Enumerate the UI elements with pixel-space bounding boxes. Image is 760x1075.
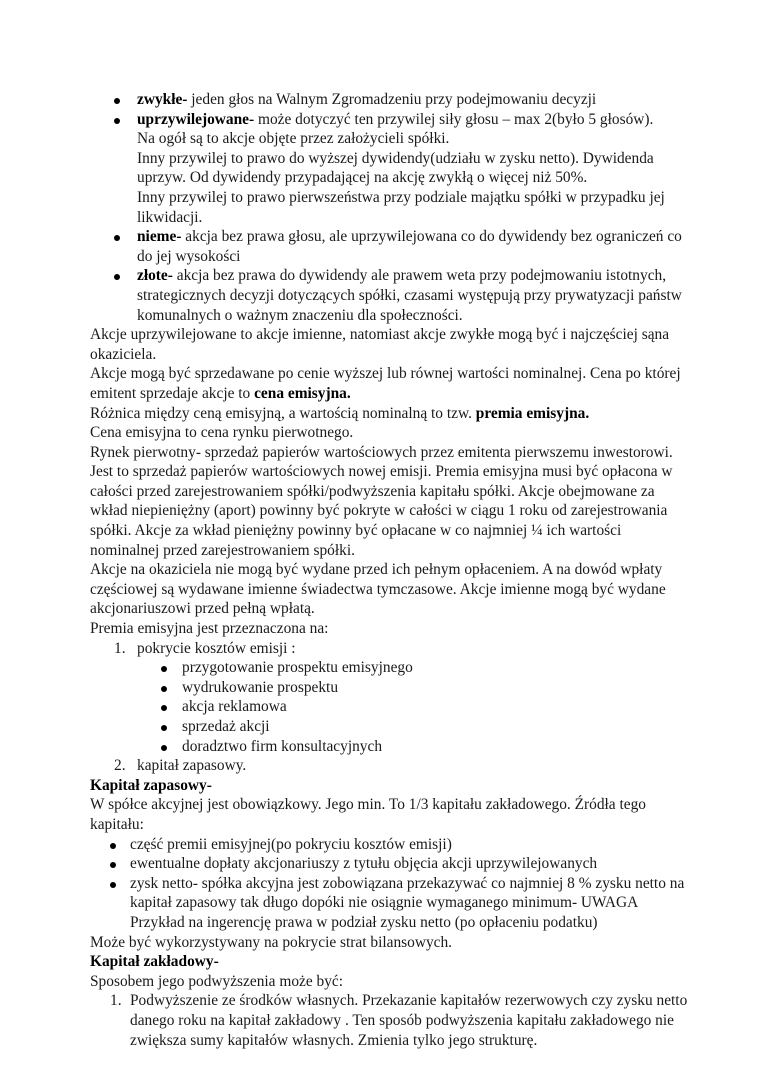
list-item: 2. kapitał zapasowy. [114,757,247,775]
list-item: 1. Podwyższenie ze środków własnych. Przekazanie kapitałów rezerwowych czy zysku netto danego roku na kapitał zakładowy . Ten sposób podwyższenia kapitału zakładowego nie zwiększa sumy kapitałów własnych. Zmienia tylko jego strukturę. [110,992,688,1049]
term: złote- [137,267,173,285]
paragraph: Premia emisyjna jest przeznaczona na: [90,620,329,638]
list-item: 1. pokrycie kosztów emisji : przygotowanie prospektu emisyjnego wydrukowanie prospektu akcja reklamowa sprzedaż akcji doradztwo firm konsultacyjnych [90,639,690,757]
bullet-icon [110,843,116,849]
list-item: doradztwo firm konsultacyjnych [90,737,690,757]
term: zwykłe- [137,91,188,108]
list-item: wydrukowanie prospektu [90,678,690,698]
bullet-icon [161,686,167,692]
bullet-icon [161,725,167,731]
premium-uses-list [90,639,690,776]
list-item: część premii emisyjnej(po pokryciu kosztów emisji) [90,835,690,855]
bullet-icon [114,274,120,280]
bullet-icon [114,235,120,241]
list-item: zwykłe- jeden głos na Walnym Zgromadzeniu przy podejmowaniu decyzji [90,90,690,110]
term: nieme- [137,228,182,246]
list-item: sprzedaż akcji [90,717,690,737]
bullet-icon [161,745,167,751]
section-heading: Kapitał zakładowy- [90,953,219,971]
bullet-icon [114,98,120,104]
paragraph: Akcje na okaziciela nie mogą być wydane przed ich pełnym opłaceniem. A na dowód wpłaty częściowej są wydawane imienne świadectwa tymczasowe. Akcje imienne mogą być wydane akcjonariuszowi przed pełną wpłatą. [90,561,666,618]
list-item: złote- akcja bez prawa do dywidendy ale prawem weta przy podejmowaniu istotnych, strategicznych decyzji dotyczących spółki, czasami występują przy prywatyzacji państw komunalnych o ważnym znaczeniu dla społeczności. [90,266,690,325]
paragraph: Cena emisyjna to cena rynku pierwotnego. [90,424,354,442]
reserve-sources-list [90,835,690,933]
list-item: zysk netto- spółka akcyjna jest zobowiązana przekazywać co najmniej 8 % zysku netto na kapitał zapasowy tak długo dopóki nie osiągnie wymaganego minimum- UWAGA Przykład na ingerencję prawa w podział zysku netto (po opłaceniu podatku) [90,874,690,933]
sub-list [90,658,690,756]
list-item: ewentualne dopłaty akcjonariuszy z tytułu objęcia akcji uprzywilejowanych [90,854,690,874]
bullet-icon [110,862,116,868]
term: uprzywilejowane- [137,110,255,128]
share-types-list [90,90,690,325]
share-capital-list [90,991,690,1050]
paragraph: Może być wykorzystywany na pokrycie strat bilansowych. [90,933,453,951]
document-page [90,90,690,1050]
paragraph: Akcje uprzywilejowane to akcje imienne, natomiast akcje zwykłe mogą być i najczęściej sąna okaziciela. [90,326,670,363]
bullet-icon [114,118,120,124]
paragraph: Rynek pierwotny- sprzedaż papierów wartościowych przez emitenta pierwszemu inwestorowi. Jest to sprzedaż papierów wartościowych nowej emisji. Premia emisyjna musi być opłacona w całości przed zarejestrowaniem spółki/podwyższenia kapitału spółki. Akcje obejmowane za wkład niepieniężny (aport) powinny być pokryte w całości w ciągu 1 roku od zarejestrowania spółki. Akcje za wkład pieniężny powinny być opłacane w co najmniej ¼ ich wartości nominalnej przed zarejestrowaniem spółki. [90,443,673,559]
list-item: uprzywilejowane- może dotyczyć ten przywilej siły głosu – max 2(było 5 głosów). Na ogół są to akcje objęte przez założycieli spółki. Inny przywilej to prawo do wyższej dywidendy(udziału w zysku netto). Dywidenda uprzyw. Od dywidendy przypadającej na akcję zwykłą o więcej niż 50%. Inny przywilej to prawo pierwszeństwa przy podziale majątku spółki w przypadku jej likwidacji. [90,110,690,228]
list-item: akcja reklamowa [90,697,690,717]
paragraph: Różnica między ceną emisyjną, a wartością nominalną to tzw. premia emisyjna. [90,404,590,422]
section-heading: Kapitał zapasowy- [90,776,212,794]
bullet-icon [110,882,116,888]
list-item: nieme- akcja bez prawa głosu, ale uprzywilejowana co do dywidendy bez ograniczeń co do jej wysokości [90,227,690,266]
bullet-icon [161,705,167,711]
list-item: przygotowanie prospektu emisyjnego [90,658,690,678]
paragraph: Sposobem jego podwyższenia może być: [90,972,344,990]
paragraph: Akcje mogą być sprzedawane po cenie wyższej lub równej wartości nominalnej. Cena po której emitent sprzedaje akcje to cena emisyjna. [90,365,681,402]
paragraph: W spółce akcyjnej jest obowiązkowy. Jego min. To 1/3 kapitału zakładowego. Źródła tego kapitału: [90,796,646,833]
bullet-icon [161,666,167,672]
